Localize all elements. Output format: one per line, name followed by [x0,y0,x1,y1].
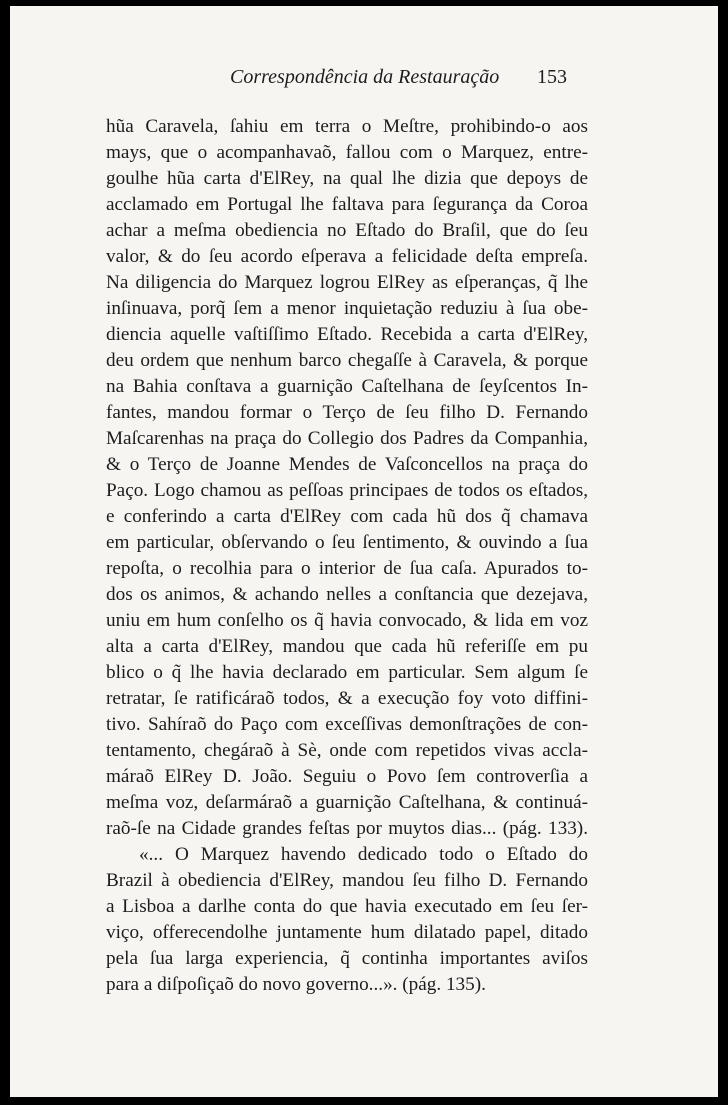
text-line: máraõ ElRey D. João. Seguiu o Povo ſem controverſia a [106,766,588,787]
text-line: uniu em hum conſelho os q̃ havia convocado, & lida em voz [106,610,588,631]
text-line: inſinuava, porq̃ ſem a menor inquietação reduziu à ſua obe- [106,298,588,319]
text-line: mays, que o acompanhavaõ, fallou com o Marquez, entre- [106,142,588,163]
text-line: viço, offerecendolhe juntamente hum dilatado papel, ditado [106,922,588,943]
text-line: repoſta, o recolhia para o interior de ſua caſa. Apurados to- [106,558,588,579]
text-line: alta a carta d'ElRey, mandou que cada hũ referiſſe em pu [106,636,588,657]
text-line: Maſcarenhas na praça do Collegio dos Padres da Companhia, [106,428,588,449]
text-line: Brazil à obediencia d'ElRey, mandou ſeu filho D. Fernando [106,870,588,891]
text-line: pela ſua larga experiencia, q̃ continha importantes aviſos [106,948,588,969]
page-number: 153 [537,66,567,88]
text-line: tentamento, chegáraõ à Sè, onde com repetidos vivas accla- [106,740,588,761]
text-line: achar a meſma obediencia no Eſtado do Braſil, que do ſeu [106,220,588,241]
text-line: & o Terço de Joanne Mendes de Vaſconcellos na praça do [106,454,588,475]
book-page [10,6,718,1097]
text-line: Na diligencia do Marquez logrou ElRey as eſperanças, q̃ lhe [106,272,588,293]
text-line: raõ-ſe na Cidade grandes feſtas por muytos dias... (pág. 133). [106,818,588,839]
text-line: e conferindo a carta d'ElRey com cada hũ dos q̃ chamava [106,506,588,527]
text-line: hũa Caravela, ſahiu em terra o Meſtre, prohibindo-o aos [106,116,588,137]
text-line: diencia aquelle vaſtiſſimo Eſtado. Recebida a carta d'ElRey, [106,324,588,345]
text-line: para a diſpoſiçaõ do novo governo...». (pág. 135). [106,974,486,995]
text-line: na Bahia conſtava a guarnição Caſtelhana de ſeyſcentos In- [106,376,588,397]
text-line: deu ordem que nenhum barco chegaſſe à Caravela, & porque [106,350,588,371]
text-line: retratar, ſe ratificáraõ todos, & a execução foy voto diffini- [106,688,588,709]
text-line: valor, & do ſeu acordo eſperava a felicidade deſta empreſa. [106,246,588,267]
text-line: acclamado em Portugal lhe faltava para ſegurança da Coroa [106,194,588,215]
page-header [10,66,718,94]
text-line: Paço. Logo chamou as peſſoas principaes de todos os eſtados, [106,480,588,501]
body-text [106,114,588,998]
text-line: «... O Marquez havendo dedicado todo o Eſtado do [139,844,588,865]
text-line: fantes, mandou formar o Terço de ſeu filho D. Fernando [106,402,588,423]
text-line: dos os animos, & achando nelles a conſtancia que dezejava, [106,584,588,605]
text-line: meſma voz, deſarmáraõ a guarnição Caſtelhana, & continuá- [106,792,588,813]
running-head: Correspondência da Restauração [230,66,500,88]
text-line: em particular, obſervando o ſeu ſentimento, & ouvindo a ſua [106,532,588,553]
text-line: goulhe hũa carta d'ElRey, na qual lhe dizia que depoys de [106,168,588,189]
text-line: blico o q̃ lhe havia declarado em particular. Sem algum ſe [106,662,588,683]
text-line: a Lisboa a darlhe conta do que havia executado em ſeu ſer- [106,896,588,917]
text-line: tivo. Sahíraõ do Paço com exceſſivas demonſtrações de con- [106,714,588,735]
